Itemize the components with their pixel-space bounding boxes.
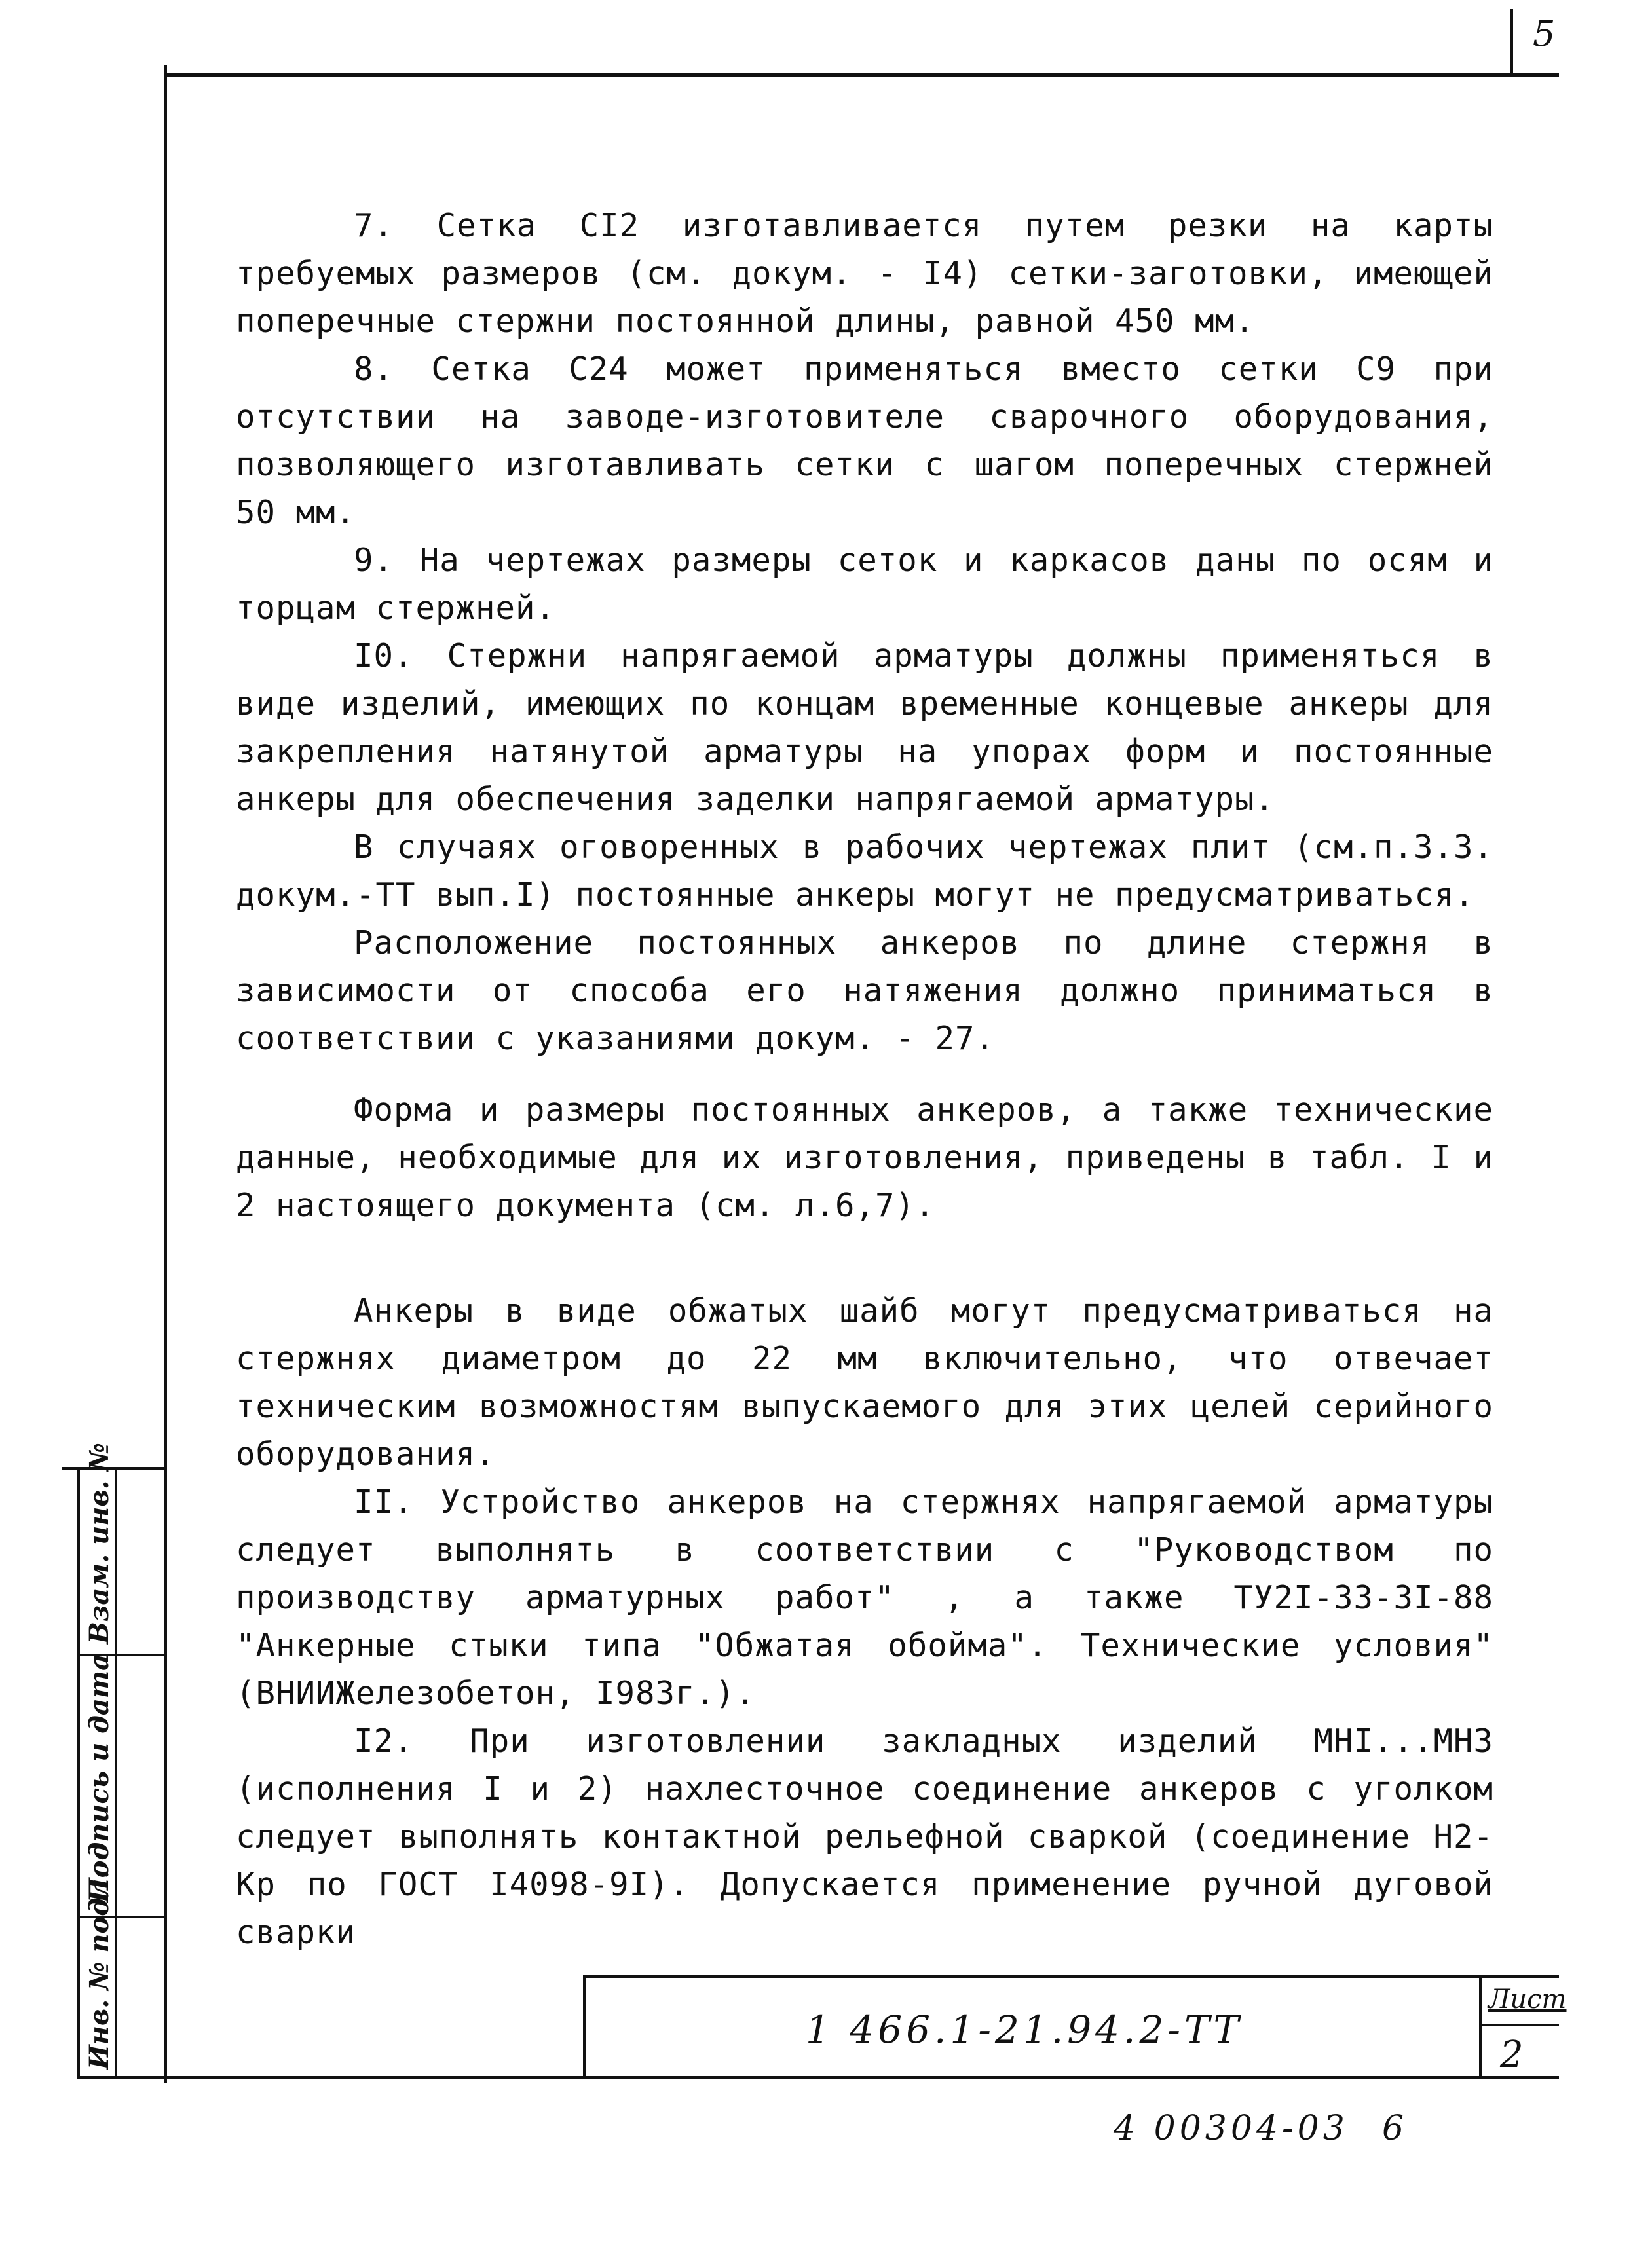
paragraph-9: 9. На чертежах размеры сеток и каркасов даны по осям и торцам стержней. — [236, 542, 1493, 627]
paragraph-7: 7. Сетка СI2 изготавливается путем резки на карты требуемых размеров (см. докум. - I4) сетки-заготовки, имеющей поперечные стержни постоянной длины, равной 450 мм. — [236, 207, 1493, 340]
paragraph-10-cases: В случаях оговоренных в рабочих чертежах плит (см.п.3.3. докум.-ТТ вып.I) постоянные анкеры могут не предусматриваться. — [236, 828, 1493, 914]
paragraph-8: 8. Сетка С24 может применяться вместо сетки С9 при отсутствии на заводе-изготовителе сварочного оборудования, позволяющего изготавливать сетки с шагом поперечных стержней 50 мм. — [236, 350, 1493, 531]
paragraph-10-location: Расположение постоянных анкеров по длине стержня в зависимости от способа его натяжения должно приниматься в соответствии с указаниями докум. - 27. — [236, 924, 1493, 1057]
frame-top-line — [164, 73, 1559, 77]
corner-number: 5 — [1533, 13, 1556, 54]
paragraph-10-anchors: Анкеры в виде обжатых шайб могут предусматриваться на стержнях диаметром до 22 мм включительно, что отвечает техническим возможностям выпускаемого для этих целей серийного оборудования. — [236, 1292, 1493, 1473]
document-code: 1 466.1-21.94.2-ТТ — [806, 2007, 1243, 2052]
paragraph-11: II. Устройство анкеров на стержнях напрягаемой арматуры следует выполнять в соответствии с "Руководством по производству арматурных работ" , а также ТУ2I-33-3I-88 "Анкерные стыки типа "Обжатая обойма". Технические условия" (ВНИИЖелезобетон, I983г.). — [236, 1483, 1493, 1712]
title-block-sheet-divider — [1479, 1975, 1482, 2079]
title-block-left-line — [583, 1975, 586, 2079]
side-stamp-divider-1 — [62, 1467, 167, 1470]
bottom-mark: 6 — [1382, 2109, 1404, 2148]
document-body — [236, 202, 1493, 1956]
side-label-inventory: Инв. № подл. — [84, 1869, 115, 2070]
side-stamp-right-line — [115, 1467, 117, 2079]
frame-bottom-line — [77, 2076, 1559, 2079]
side-label-signature: Подпись и дата — [84, 1653, 115, 1903]
bottom-code: 4 00304-03 — [1114, 2109, 1349, 2148]
title-block-top-line — [583, 1975, 1559, 1978]
side-label-replacement: Взам. инв. № — [84, 1443, 115, 1644]
sheet-number: 2 — [1500, 2034, 1524, 2076]
paragraph-10: I0. Стержни напрягаемой арматуры должны применяться в виде изделий, имеющих по концам временные концевые анкеры для закрепления натянутой арматуры на упорах форм и постоянные анкеры для обеспечения заделки напрягаемой арматуры. — [236, 637, 1493, 818]
title-block-sheet-line — [1479, 2024, 1559, 2026]
sheet-label: Лист — [1488, 1984, 1567, 2015]
side-stamp-left-line — [77, 1467, 80, 2079]
frame-left-line — [164, 65, 167, 2083]
paragraph-12: I2. При изготовлении закладных изделий МНI...МН3 (исполнения I и 2) нахлесточное соединение анкеров с уголком следует выполнять контактной рельефной сваркой (соединение Н2-Кр по ГОСТ I4098-9I). Допускается применение ручной дуговой сварки — [236, 1722, 1493, 1951]
paragraph-10-form: Форма и размеры постоянных анкеров, а также технические данные, необходимые для их изготовления, приведены в табл. I и 2 настоящего документа (см. л.6,7). — [236, 1091, 1493, 1224]
corner-vertical-line — [1510, 9, 1513, 77]
